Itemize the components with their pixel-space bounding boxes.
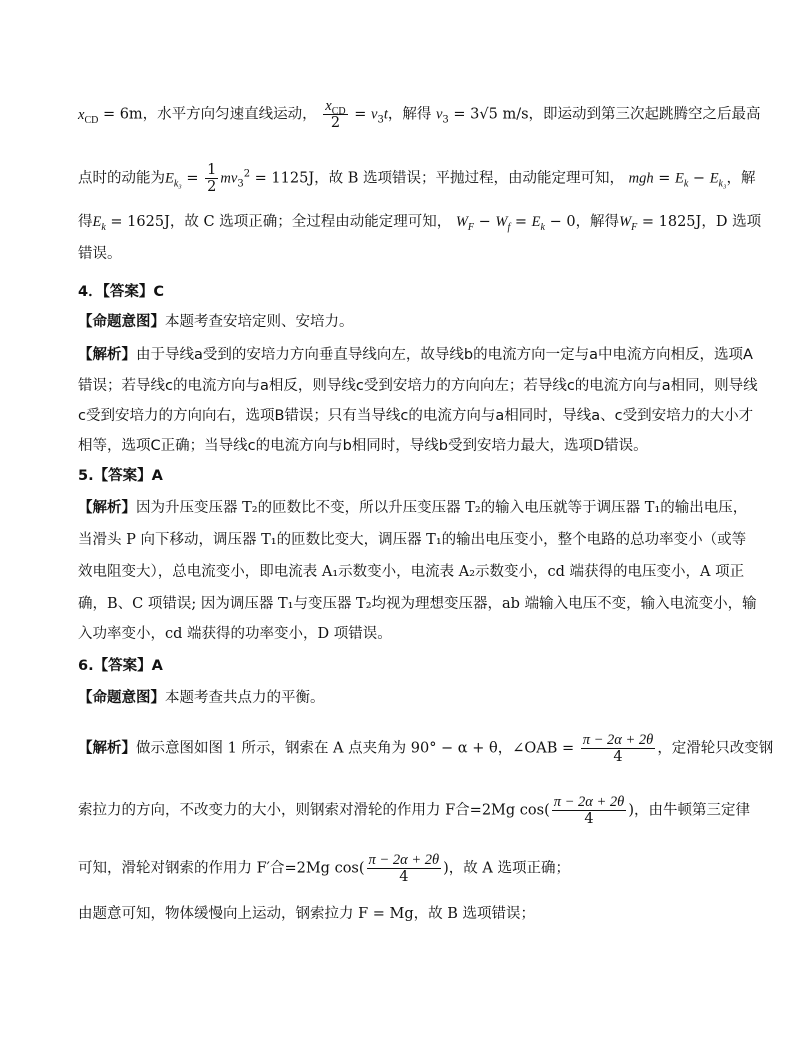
q4-answer-heading: 4．【答案】C [78, 284, 164, 300]
q6-analysis-line-3: 可知，滑轮对钢索的作用力 F′合=2Mg cos( $\frac{\pi - 2\alpha + 2\theta}{4}$ )，故 A 选项正确； [78, 852, 570, 885]
q6-intent: 【命题意图】本题考查共点力的平衡。 [78, 690, 325, 706]
q5-answer-heading: 5.【答案】A [78, 468, 163, 484]
q4-intent: 【命题意图】本题考查安培定则、安培力。 [78, 314, 354, 330]
fraction-one-half: $\frac{1}{2}$ [207, 162, 217, 195]
q4-analysis-line-1: 【解析】由于导线a受到的安培力方向垂直导线向左，故导线b的电流方向一定与a中电流方向相反，选项A [78, 347, 753, 363]
q5-analysis-line-5: 入功率变小，cd 端获得的功率变小，D 项错误。 [78, 626, 392, 642]
q6-analysis-line-4: 由题意可知，物体缓慢向上运动，钢索拉力 F = Mg，故 B 选项错误； [78, 906, 536, 922]
q4-analysis-line-2: 错误；若导线c的电流方向与a相反，则导线c受到安培力的方向向左；若导线c的电流方向与a相同，则导线 [78, 378, 758, 394]
p3-line-3: 得$E_k = 1625J$，故 C 选项正确；全过程由动能定理可知， $W_F - W_f = E_k - 0$，解得$W_F = 1825J$，D 选项 [78, 214, 762, 233]
p3-line-1: $x_{CD} = 6m$，水平方向匀速直线运动， $\frac{x_{CD}}{2}$ = $v_3t$，解得 $v_3 = 3√5$ m/s，即运动到第三次起跳腾空之后最高 [78, 98, 761, 131]
q4-analysis-line-4: 相等，选项C正确；当导线c的电流方向与b相同时，导线b受到安培力最大，选项D错误。 [78, 438, 648, 454]
p3-line-4: 错误。 [78, 246, 122, 262]
fraction-angle-oab: $\frac{\pi - 2\alpha + 2\theta}{4}$ [582, 732, 654, 765]
q5-analysis-line-4: 确，B、C 项错误; 因为调压器 T₁与变压器 T₂均视为理想变压器，ab 端输入电压不变，输入电流变小，输 [78, 596, 757, 612]
fraction-xcd-over-2: $\frac{x_{CD}}{2}$ [325, 98, 346, 131]
fraction-cos-arg-2: $\frac{\pi - 2\alpha + 2\theta}{4}$ [368, 852, 440, 885]
fraction-cos-arg-1: $\frac{\pi - 2\alpha + 2\theta}{4}$ [553, 794, 625, 827]
q5-analysis-line-3: 效电阻变大），总电流变小，即电流表 A₁示数变小，电流表 A₂示数变小，cd 端获得的电压变小，A 项正 [78, 564, 745, 580]
q6-analysis-line-1: 【解析】做示意图如图 1 所示，钢索在 A 点夹角为 90° − α + θ，∠OAB = $\frac{\pi - 2\alpha + 2\theta}{4}$ ，定滑轮只改变钢 [78, 732, 774, 765]
q5-analysis-line-2: 当滑头 P 向下移动，调压器 T₁的匝数比变大，调压器 T₁的输出电压变小，整个电路的总功率变小（或等 [78, 532, 747, 548]
p3-line-2: 点时的动能为$E_{k_3}$ = $\frac{1}{2}$ $mv_3^2 = 1125J$，故 B 选项错误；平抛过程，由动能定理可知， mgh = $E_k - E_{k_3}$，解 [78, 162, 756, 195]
q6-analysis-line-2: 索拉力的方向，不改变力的大小，则钢索对滑轮的作用力 F合=2Mg cos( $\frac{\pi - 2\alpha + 2\theta}{4}$ )，由牛顿第三定律 [78, 794, 750, 827]
q5-analysis-line-1: 【解析】因为升压变压器 T₂的匝数比不变，所以升压变压器 T₂的输入电压就等于调压器 T₁的输出电压， [78, 500, 748, 516]
q6-answer-heading: 6.【答案】A [78, 658, 163, 674]
q4-analysis-line-3: c受到安培力的方向向右，选项B错误；只有当导线c的电流方向与a相同时，导线a、c受到安培力的大小才 [78, 408, 754, 424]
